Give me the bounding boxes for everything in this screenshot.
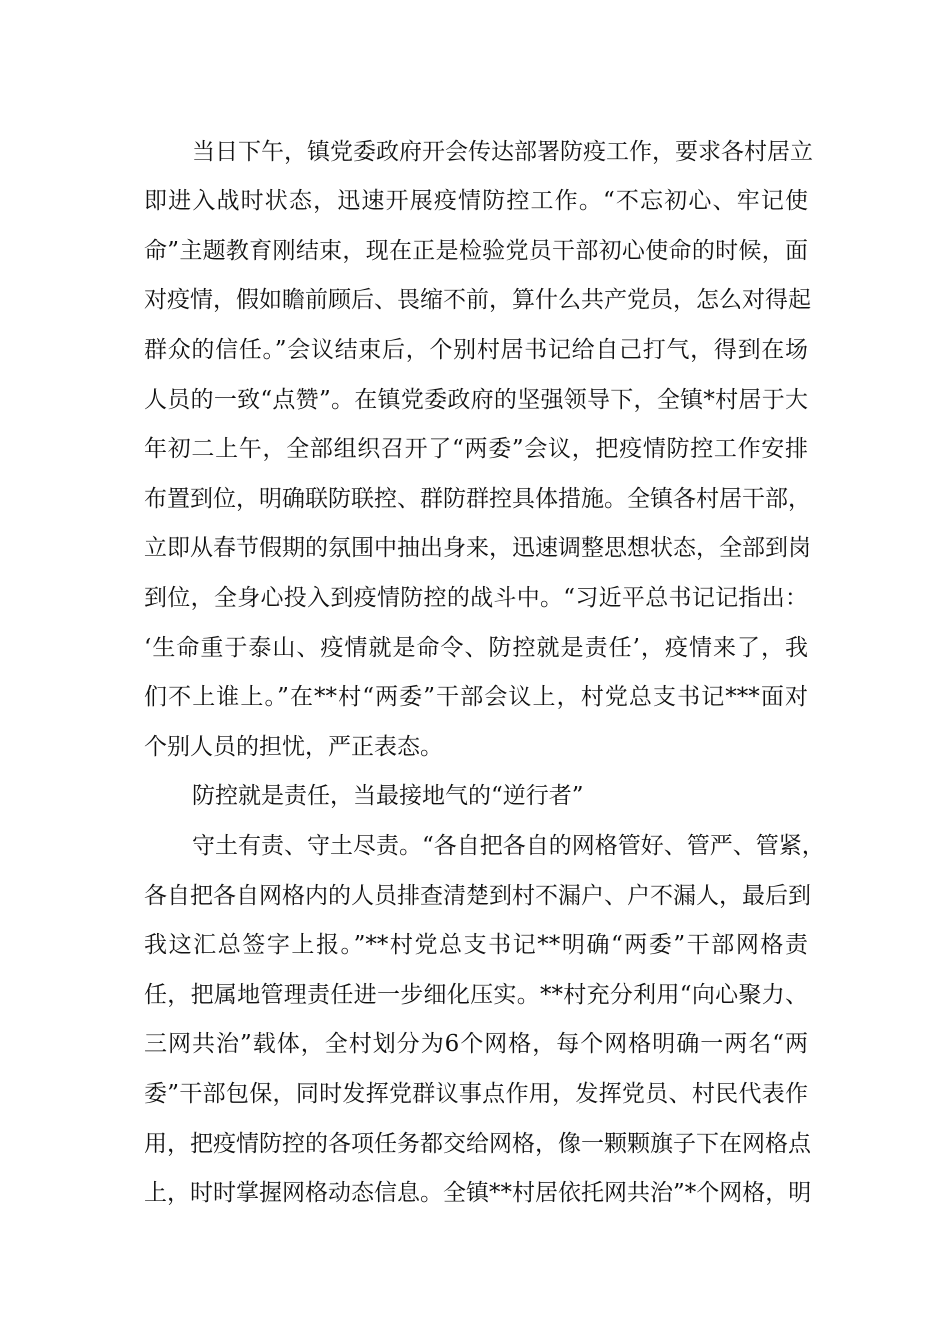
text-line: 人员的一致“点赞”。在镇党委政府的坚强领导下，全镇*村居于大 xyxy=(144,387,808,413)
section-heading: 防控就是责任，当最接地气的“逆行者” xyxy=(192,783,584,809)
text-line: 三网共治”载体，全村划分为6个网格，每个网格明确一两名“两 xyxy=(144,1031,808,1057)
text-line: 各自把各自网格内的人员排查清楚到村不漏户、户不漏人，最后到 xyxy=(144,883,811,909)
text-line: 我这汇总签字上报。”**村党总支书记**明确“两委”干部网格责 xyxy=(144,932,808,958)
text-line: 个别人员的担忧，严正表态。 xyxy=(144,734,443,760)
text-line: 群众的信任。”会议结束后，个别村居书记给自己打气，得到在场 xyxy=(144,337,808,363)
text-line: 布置到位，明确联防联控、群防群控具体措施。全镇各村居干部， xyxy=(144,486,811,512)
text-line: 当日下午，镇党委政府开会传达部署防疫工作，要求各村居立 xyxy=(192,139,813,165)
text-line: 们不上谁上。”在**村“两委”干部会议上，村党总支书记***面对 xyxy=(144,684,808,710)
text-line: 年初二上午，全部组织召开了“两委”会议，把疫情防控工作安排 xyxy=(144,436,808,462)
text-line: 守土有责、守土尽责。“各自把各自的网格管好、管严、管紧， xyxy=(192,833,825,859)
text-line: 任，把属地管理责任进一步细化压实。**村充分利用“向心聚力、 xyxy=(144,982,808,1008)
text-line: 对疫情，假如瞻前顾后、畏缩不前，算什么共产党员，怎么对得起 xyxy=(144,287,811,313)
text-line: 委”干部包保，同时发挥党群议事点作用，发挥党员、村民代表作 xyxy=(144,1081,808,1107)
text-line: 立即从春节假期的氛围中抽出身来，迅速调整思想状态，全部到岗 xyxy=(144,535,811,561)
text-line: 用，把疫情防控的各项任务都交给网格，像一颗颗旗子下在网格点 xyxy=(144,1131,811,1157)
text-line: ‘生命重于泰山、疫情就是命令、防控就是责任’，疫情来了，我 xyxy=(144,635,808,661)
text-line: 上，时时掌握网格动态信息。全镇**村居依托网共治”*个网格，明 xyxy=(144,1180,812,1206)
text-line: 即进入战时状态，迅速开展疫情防控工作。“不忘初心、牢记使 xyxy=(144,188,808,214)
text-line: 命”主题教育刚结束，现在正是检验党员干部初心使命的时候，面 xyxy=(144,238,808,264)
text-line: 到位，全身心投入到疫情防控的战斗中。“习近平总书记记指出： xyxy=(144,585,808,611)
